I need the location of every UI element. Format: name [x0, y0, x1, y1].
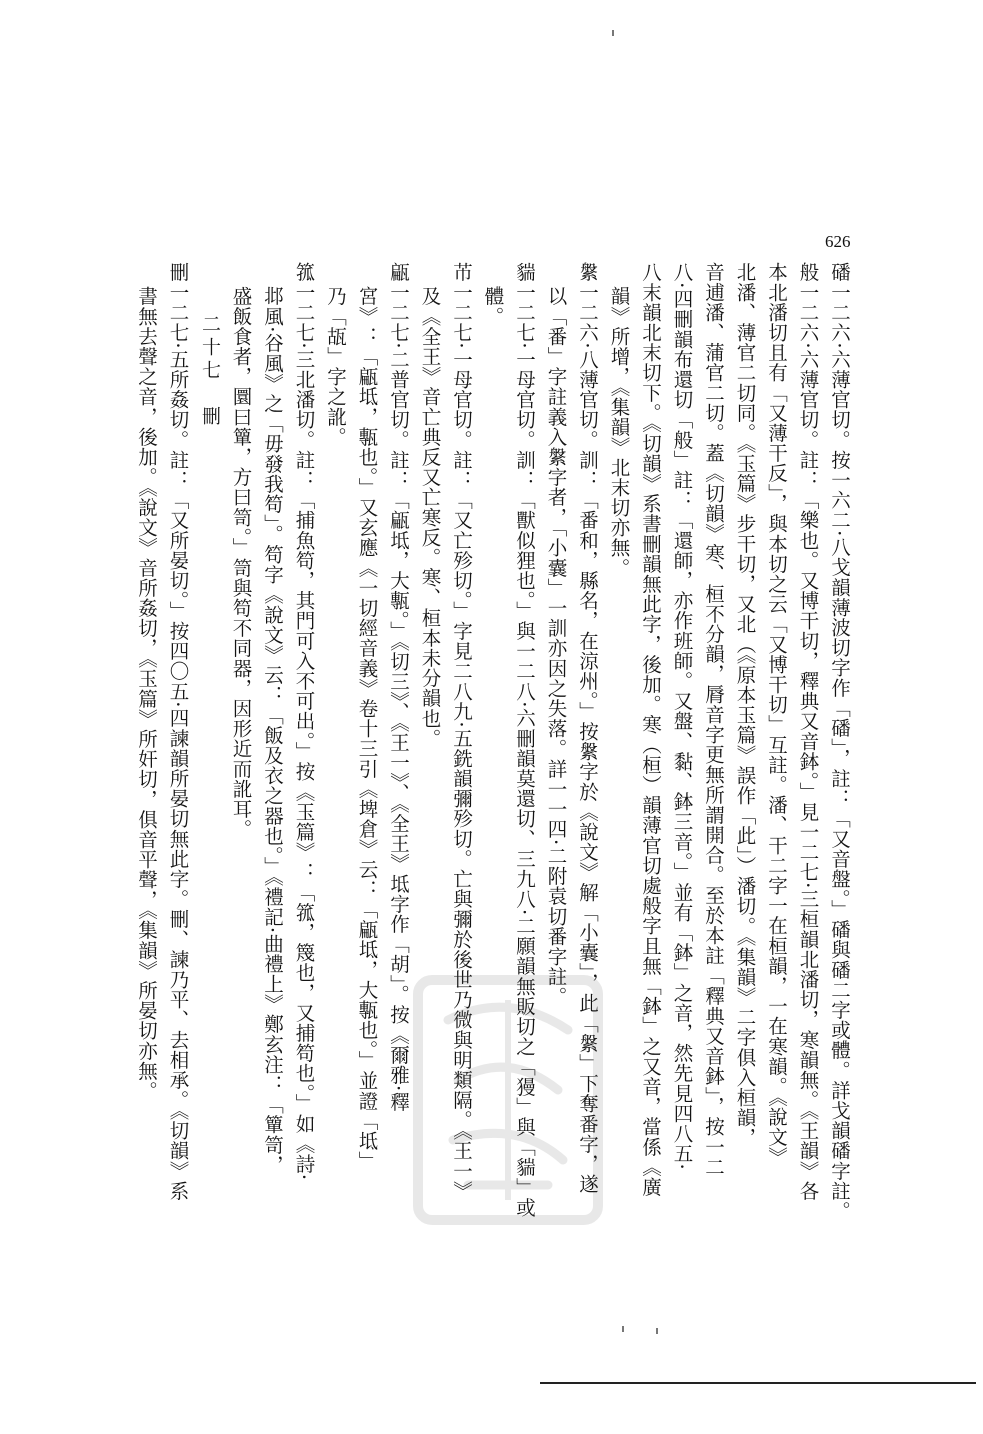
text-column: 般一二六·六薄官切。註：「樂也。又博干切，釋典又音鉢。」見一二七·三桓韻北潘切，寒韻無。《王韻》各: [796, 262, 820, 1201]
text-column: 音逋潘、蒲官二切。蓋《切韻》寒、桓不分韻，脣音字更無所謂開合。至於本註「釋典又音鉢」，按一二: [702, 262, 725, 1177]
text-column: 以「番」字註義入縏字者，「小囊」一訓亦因之失落。詳一一四·二附袁切番字註。: [544, 286, 568, 1007]
text-column: 宮》：「甂坻，甎也。」又玄應《一切經音義》卷十三引《埤倉》云：「甂坻，大甎也。」並證「坻」: [355, 286, 379, 1171]
scan-speck: [612, 30, 614, 36]
scan-speck: [622, 1326, 624, 1332]
text-column: 磻一二六·六薄官切。按一六二·八戈韻薄波切字作「磻」，註：「又音盤。」磻與磻二字或體。詳戈韻磻字註。: [828, 262, 851, 1221]
text-column: 箛一二七·三北潘切。註：「捕魚笱，其門可入不可出。」按《玉篇》：「箛，篾也，又捕笱也。」如《詩·: [292, 262, 316, 1181]
faded-seal-stamp: [408, 970, 608, 1230]
scan-speck: [656, 1328, 658, 1334]
text-column: 乃「瓳」字之訛。: [324, 286, 347, 447]
text-column: 盛飯食者，圜曰簞，方曰笥。」笥與笱不同器，因形近而訛耳。: [229, 286, 253, 840]
text-column: 邶風·谷風》之「毋發我笱」。笱字《說文》云：「飯及衣之器也。」《禮記·曲禮上》鄭玄注：「簞笥，: [261, 286, 284, 1175]
text-column: 芇一二七·一母官切。註：「又亡殄切。」字見二八九·五銑韻彌殄切。亡與彌於後世乃微與明類隔。《王一》: [450, 262, 473, 1201]
text-column: 刪一二七·五所姦切。註：「又所晏切。」按四〇五·四諫韻所晏切無此字。刪、諫乃平、去相承。《切韻》系: [166, 262, 190, 1201]
bottom-rule: [540, 1382, 976, 1384]
text-column: 韻》所增，《集韻》北末切亦無。: [607, 286, 631, 578]
text-column: 本北潘切且有「又薄干反」，與本切之云「又博干切」互註。潘、干二字一在桓韻，一在寒韻。《說文》: [765, 262, 788, 1168]
text-column: 體。: [481, 286, 505, 327]
text-column: 八末韻北末切下。《切韻》系書刪韻無此字，後加。寒（桓）韻薄官切處般字且無「鉢」之又音，當係《廣: [639, 262, 662, 1197]
text-column: 書無去聲之音，後加。《說文》音所姦切，《玉篇》所奸切，俱音平聲，《集韻》所晏切亦無。: [135, 286, 158, 1101]
text-column: 北潘、薄官二切同。《玉篇》步干切，又北（《原本玉篇》誤作「此」）潘切。《集韻》二字俱入桓韻，: [733, 262, 757, 1148]
text-column: 縏一二六·八薄官切。訓：「番和，縣名，在涼州。」按縏字於《說文》解「小囊」，此「縏」下奪番字，遂: [576, 262, 599, 1194]
text-column: 八·四刪韻布還切「般」註：「還師，亦作班師。又盤、黏、鉢三音。」並有「鉢」之音，然先見四八五·: [670, 262, 694, 1171]
page-number: 626: [825, 232, 851, 251]
text-column: 貒一二七·一母官切。訓：「獸似狸也。」與一二八·六刪韻莫還切、三九八·二願韻無販切之「獌」與「貒」或: [513, 262, 536, 1218]
text-column: 甂一二七·二普官切。註：「甂坻，大甎。」《切三》、《王一》、《全王》坻字作「胡」。按《爾雅·釋: [387, 262, 410, 1112]
text-column: 及《全王》音亡典反又亡寒反。寒、桓本未分韻也。: [418, 286, 442, 749]
section-heading: 二十七 刪: [199, 314, 221, 429]
